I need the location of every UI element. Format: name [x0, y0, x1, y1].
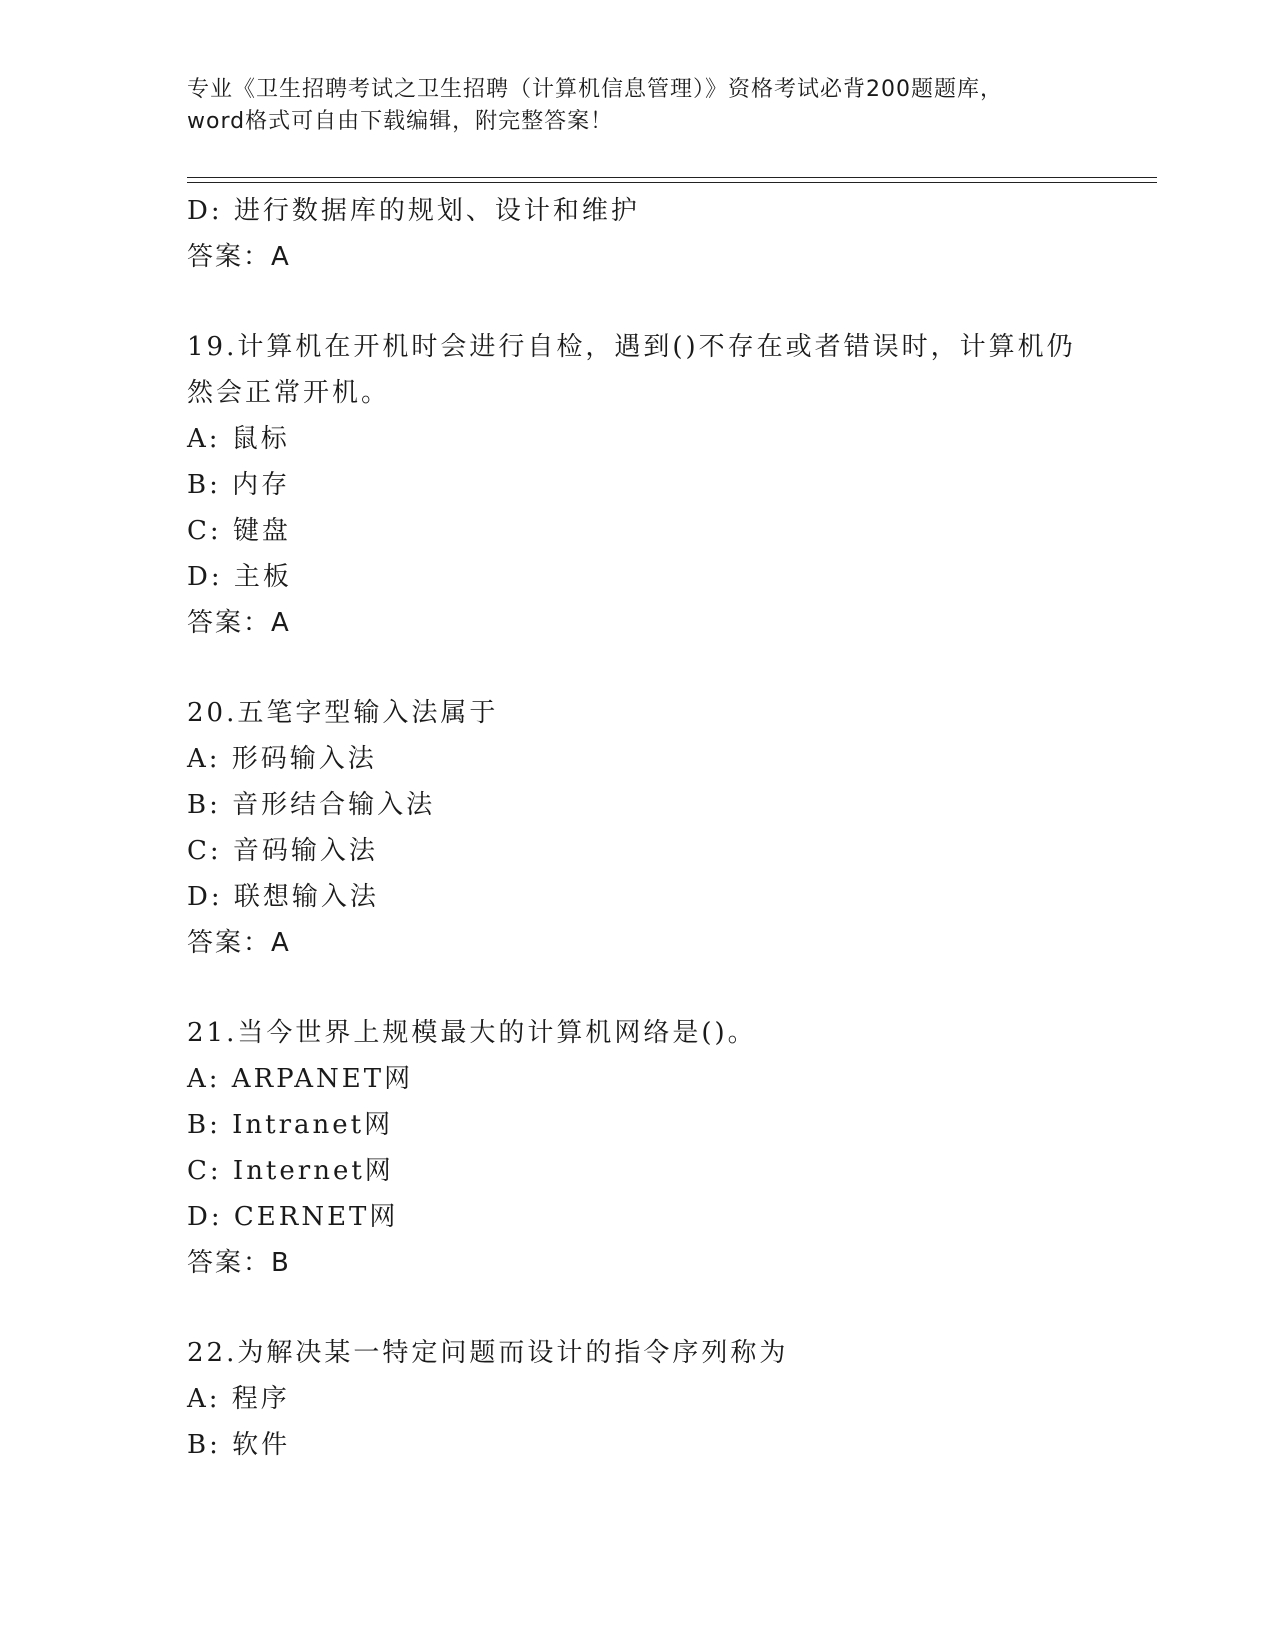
question-stem: 22.为解决某一特定问题而设计的指令序列称为 [187, 1338, 789, 1368]
option-c: C: 键盘 [187, 516, 291, 546]
previous-question-fragment [187, 188, 1087, 280]
question-19 [187, 324, 1087, 646]
option-b: B: 内存 [187, 470, 291, 500]
question-20 [187, 690, 1087, 966]
header-line-1: 专业《卫生招聘考试之卫生招聘（计算机信息管理）》资格考试必背200题题库， [187, 77, 1003, 102]
question-stem-continued: 然会正常开机。 [187, 378, 391, 408]
option-d: D: 主板 [187, 562, 292, 592]
header-divider-top [187, 177, 1157, 178]
option-d: D: 联想输入法 [187, 882, 379, 912]
header-line-2: word格式可自由下载编辑，附完整答案！ [187, 109, 614, 134]
option-c: C: 音码输入法 [187, 836, 378, 866]
answer-line: 答案：A [187, 608, 291, 638]
document-header [187, 74, 1087, 138]
option-a: A: 鼠标 [187, 424, 290, 454]
answer-line: 答案：A [187, 242, 291, 272]
answer-line: 答案：A [187, 928, 291, 958]
answer-line: 答案：B [187, 1248, 291, 1278]
option-a: A: 程序 [187, 1384, 290, 1414]
option-b: B: 音形结合输入法 [187, 790, 436, 820]
header-divider-bottom [187, 182, 1157, 183]
question-list [187, 188, 1087, 1468]
option-d: D: 进行数据库的规划、设计和维护 [187, 196, 640, 226]
question-21 [187, 1010, 1087, 1286]
option-a: A: ARPANET网 [187, 1064, 414, 1094]
question-stem: 21.当今世界上规模最大的计算机网络是()。 [187, 1018, 757, 1048]
question-stem: 20.五笔字型输入法属于 [187, 698, 499, 728]
option-a: A: 形码输入法 [187, 744, 377, 774]
option-d: D: CERNET网 [187, 1202, 399, 1232]
question-22 [187, 1330, 1087, 1468]
option-b: B: Intranet网 [187, 1110, 394, 1140]
option-b: B: 软件 [187, 1430, 291, 1460]
option-c: C: Internet网 [187, 1156, 394, 1186]
question-stem: 19.计算机在开机时会进行自检，遇到()不存在或者错误时，计算机仍 [187, 332, 1076, 362]
